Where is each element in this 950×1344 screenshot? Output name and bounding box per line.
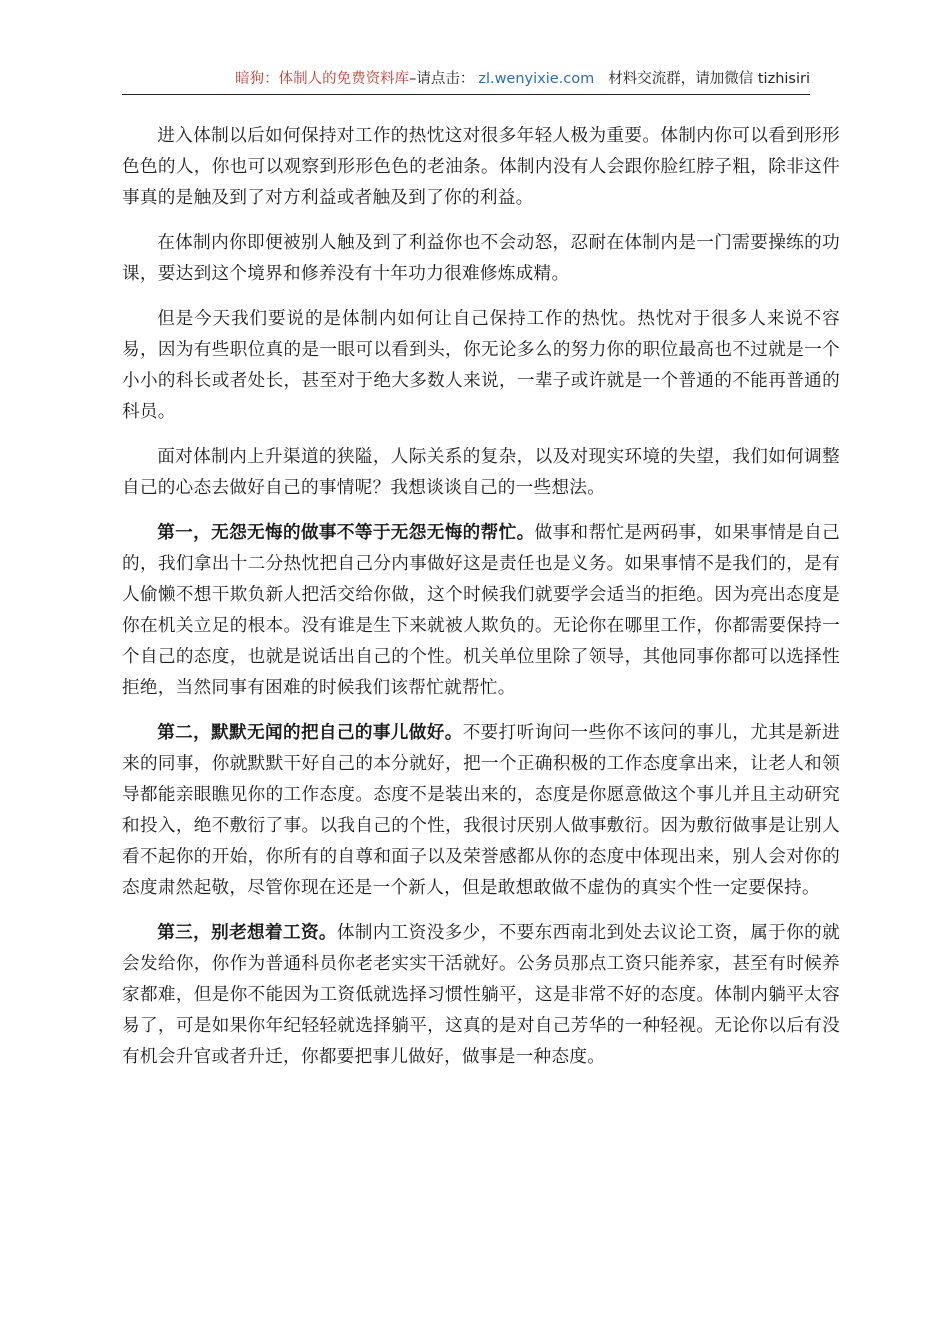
paragraph-point-1: [122, 517, 840, 704]
paragraph-heading: 第二，默默无闻的把自己的事儿做好。: [157, 722, 463, 743]
header-wechat-note: 材料交流群，请加微信 tizhisiri: [608, 71, 810, 87]
paragraph: [122, 227, 840, 290]
paragraph-point-2: [122, 717, 840, 904]
paragraph-point-3: [122, 917, 840, 1073]
paragraph-text: 但是今天我们要说的是体制内如何让自己保持工作的热忱。热忱对于很多人来说不容易，因为有些职位真的是一眼可以看到头，你无论多么的努力你的职位最高也不过就是一个小小的科长或者处长，甚至对于绝大多数人来说，一辈子或许就是一个普通的不能再普通的科员。: [122, 309, 840, 422]
paragraph-text: 面对体制内上升渠道的狭隘，人际关系的复杂，以及对现实环境的失望，我们如何调整自己的心态去做好自己的事情呢？我想谈谈自己的一些想法。: [122, 447, 840, 498]
paragraph-text: 进入体制以后如何保持对工作的热忱这对很多年轻人极为重要。体制内你可以看到形形色色的人，你也可以观察到形形色色的老油条。体制内没有人会跟你脸红脖子粗，除非这件事真的是触及到了对方利益或者触及到了你的利益。: [122, 126, 840, 208]
header-brand: 暗狗：体制人的免费资料库: [235, 71, 410, 87]
paragraph: [122, 441, 840, 504]
paragraph: [122, 303, 840, 428]
paragraph-text: 做事和帮忙是两码事，如果事情是自己的，我们拿出十二分热忱把自己分内事做好这是责任也是义务。如果事情不是我们的，是有人偷懒不想干欺负新人把活交给你做，这个时候我们就要学会适当的拒绝。因为亮出态度是你在机关立足的根本。没有谁是生下来就被人欺负的。无论你在哪里工作，你都需要保持一个自己的态度，也就是说话出自己的个性。机关单位里除了领导，其他同事你都可以选择性拒绝，当然同事有困难的时候我们该帮忙就帮忙。: [122, 523, 840, 698]
paragraph-text: 体制内工资没多少，不要东西南北到处去议论工资，属于你的就会发给你，你作为普通科员你老老实实干活就好。公务员那点工资只能养家，甚至有时候养家都难，但是你不能因为工资低就选择习惯性躺平，这是非常不好的态度。体制内躺平太容易了，可是如果你年纪轻轻就选择躺平，这真的是对自己芳华的一种轻视。无论你以后有没有机会升官或者升迁，你都要把事儿做好，做事是一种态度。: [122, 923, 840, 1067]
page-header: [122, 68, 810, 95]
paragraph-text: 不要打听询问一些你不该问的事儿，尤其是新进来的同事，你就默默干好自己的本分就好，把一个正确积极的工作态度拿出来，让老人和领导都能亲眼瞧见你的工作态度。态度不是装出来的，态度是你愿意做这个事儿并且主动研究和投入，绝不敷衍了事。以我自己的个性，我很讨厌别人做事敷衍。因为敷衍做事是让别人看不起你的开始，你所有的自尊和面子以及荣誉感都从你的态度中体现出来，别人会对你的态度肃然起敬，尽管你现在还是一个新人，但是敢想敢做不虚伪的真实个性一定要保持。: [122, 723, 840, 898]
paragraph: [122, 120, 840, 214]
paragraph-heading: 第一，无怨无悔的做事不等于无怨无悔的帮忙。: [157, 522, 535, 543]
header-link[interactable]: zl.wenyixie.com: [478, 71, 595, 87]
header-prompt: –请点击：: [409, 71, 475, 87]
paragraph-text: 在体制内你即便被别人触及到了利益你也不会动怒，忍耐在体制内是一门需要操练的功课，要达到这个境界和修养没有十年功力很难修炼成精。: [122, 233, 840, 284]
article-body: [122, 120, 840, 1086]
paragraph-heading: 第三，别老想着工资。: [157, 922, 337, 943]
